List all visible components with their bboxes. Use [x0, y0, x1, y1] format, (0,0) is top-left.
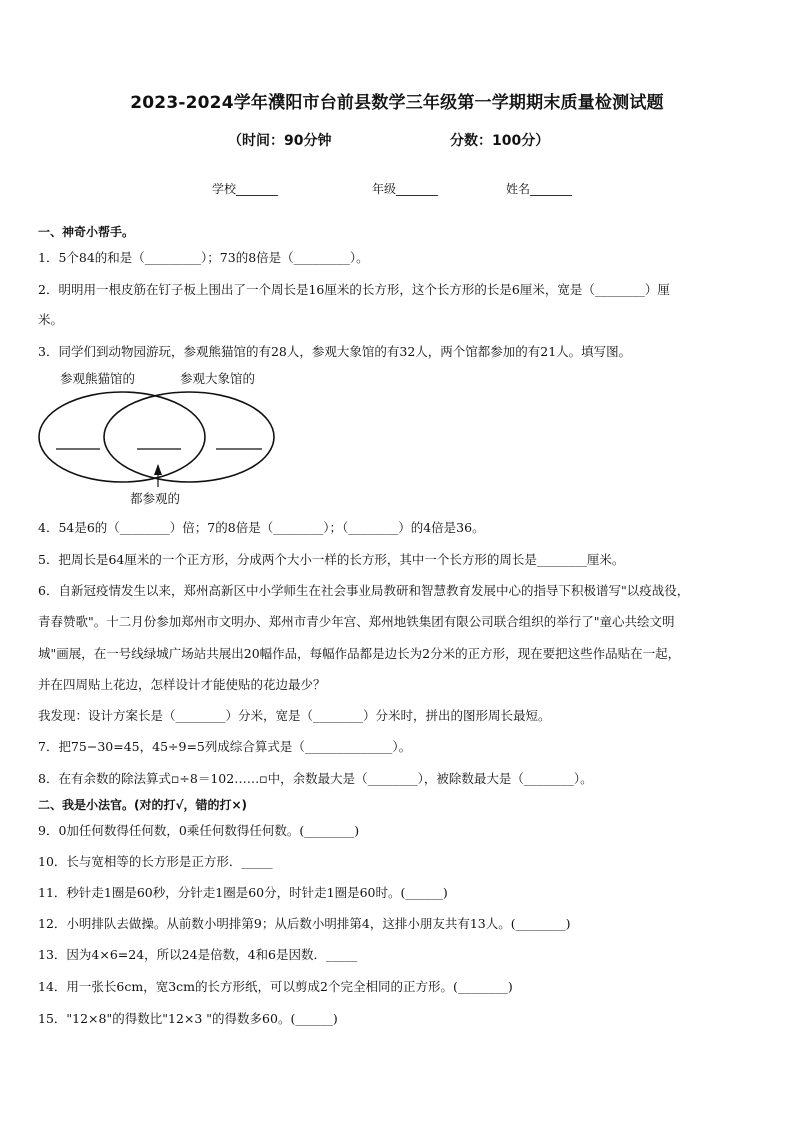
question-14: 14．用一张长6cm，宽3cm的长方形纸，可以剪成2个完全相同的正方形。(________)	[38, 979, 513, 994]
question-13: 13．因为4×6=24，所以24是倍数，4和6是因数．_____	[38, 947, 358, 962]
question-6-line-1: 6．自新冠疫情发生以来，郑州高新区中小学师生在社会事业局教研和智慧教育发展中心的指导下积极谱写"以疫战役，	[38, 583, 690, 598]
section-heading-1: 一、神奇小帮手。	[38, 225, 135, 239]
venn-right-label: 参观大象馆的	[180, 371, 256, 386]
panda-ellipse	[39, 392, 205, 482]
question-8: 8．在有余数的除法算式▫÷8＝102……▫中，余数最大是（________），被除数最大是（________）。	[38, 771, 593, 786]
venn-both-label: 都参观的	[130, 491, 181, 506]
question-2-line-1: 2．明明用一根皮筋在钉子板上围出了一个周长是16厘米的长方形，这个长方形的长是6厘米，宽是（________）厘	[38, 282, 670, 297]
question-6-line-3: 城"画展，在一号线绿城广场站共展出20幅作品，每幅作品都是边长为2分米的正方形，现在要把这些作品贴在一起，	[38, 646, 681, 661]
elephant-ellipse	[104, 392, 274, 482]
question-5: 5．把周长是64厘米的一个正方形，分成两个大小一样的长方形，其中一个长方形的周长是________厘米。	[38, 552, 625, 567]
question-6-line-2: 青春赞歌"。十二月份参加郑州市文明办、郑州市青少年宫、郑州地铁集团有限公司联合组织的举行了"童心共绘文明	[38, 614, 675, 629]
name-field: 姓名_______	[506, 182, 573, 196]
question-7: 7．把75−30=45，45÷9=5列成综合算式是（______________）。	[38, 739, 412, 754]
question-6-line-4: 并在四周贴上花边，怎样设计才能使贴的花边最少？	[38, 677, 326, 692]
question-12: 12．小明排队去做操。从前数小明排第9；从后数小明排第4，这排小朋友共有13人。(________)	[38, 916, 571, 931]
question-10: 10．长与宽相等的长方形是正方形．_____	[38, 854, 273, 869]
question-9: 9．0加任何数得任何数，0乘任何数得任何数。(________)	[38, 823, 360, 838]
exam-score: 分数：100分）	[450, 133, 550, 149]
question-15: 15．"12×8"的得数比"12×3 "的得数多60。(______)	[38, 1011, 338, 1026]
page-title: 2023-2024学年濮阳市台前县数学三年级第一学期期末质量检测试题	[130, 93, 664, 113]
question-6-line-5: 我发现：设计方案长是（________）分米，宽是（________）分米时，拼出的图形周长最短。	[38, 708, 551, 723]
exam-time: （时间：90分钟	[228, 133, 332, 149]
question-11: 11．秒针走1圈是60秒，分针走1圈是60分，时针走1圈是60时。(______)	[38, 885, 448, 900]
venn-diagram	[36, 365, 296, 510]
grade-field: 年级_______	[372, 182, 439, 196]
venn-left-label: 参观熊猫馆的	[60, 371, 136, 386]
question-2-line-2: 米。	[38, 312, 64, 327]
question-1: 1．5个84的和是（_________）；73的8倍是（_________）。	[38, 250, 369, 265]
question-4: 4．54是6的（________）倍；7的8倍是（________）；（________）的4倍是36。	[38, 520, 485, 535]
venn-arrow-head	[154, 464, 162, 475]
section-heading-2: 二、我是小法官。(对的打√，错的打×)	[38, 798, 248, 812]
school-field: 学校_______	[212, 182, 279, 196]
question-3: 3．同学们到动物园游玩，参观熊猫馆的有28人，参观大象馆的有32人，两个馆都参加的有21人。填写图。	[38, 344, 632, 359]
